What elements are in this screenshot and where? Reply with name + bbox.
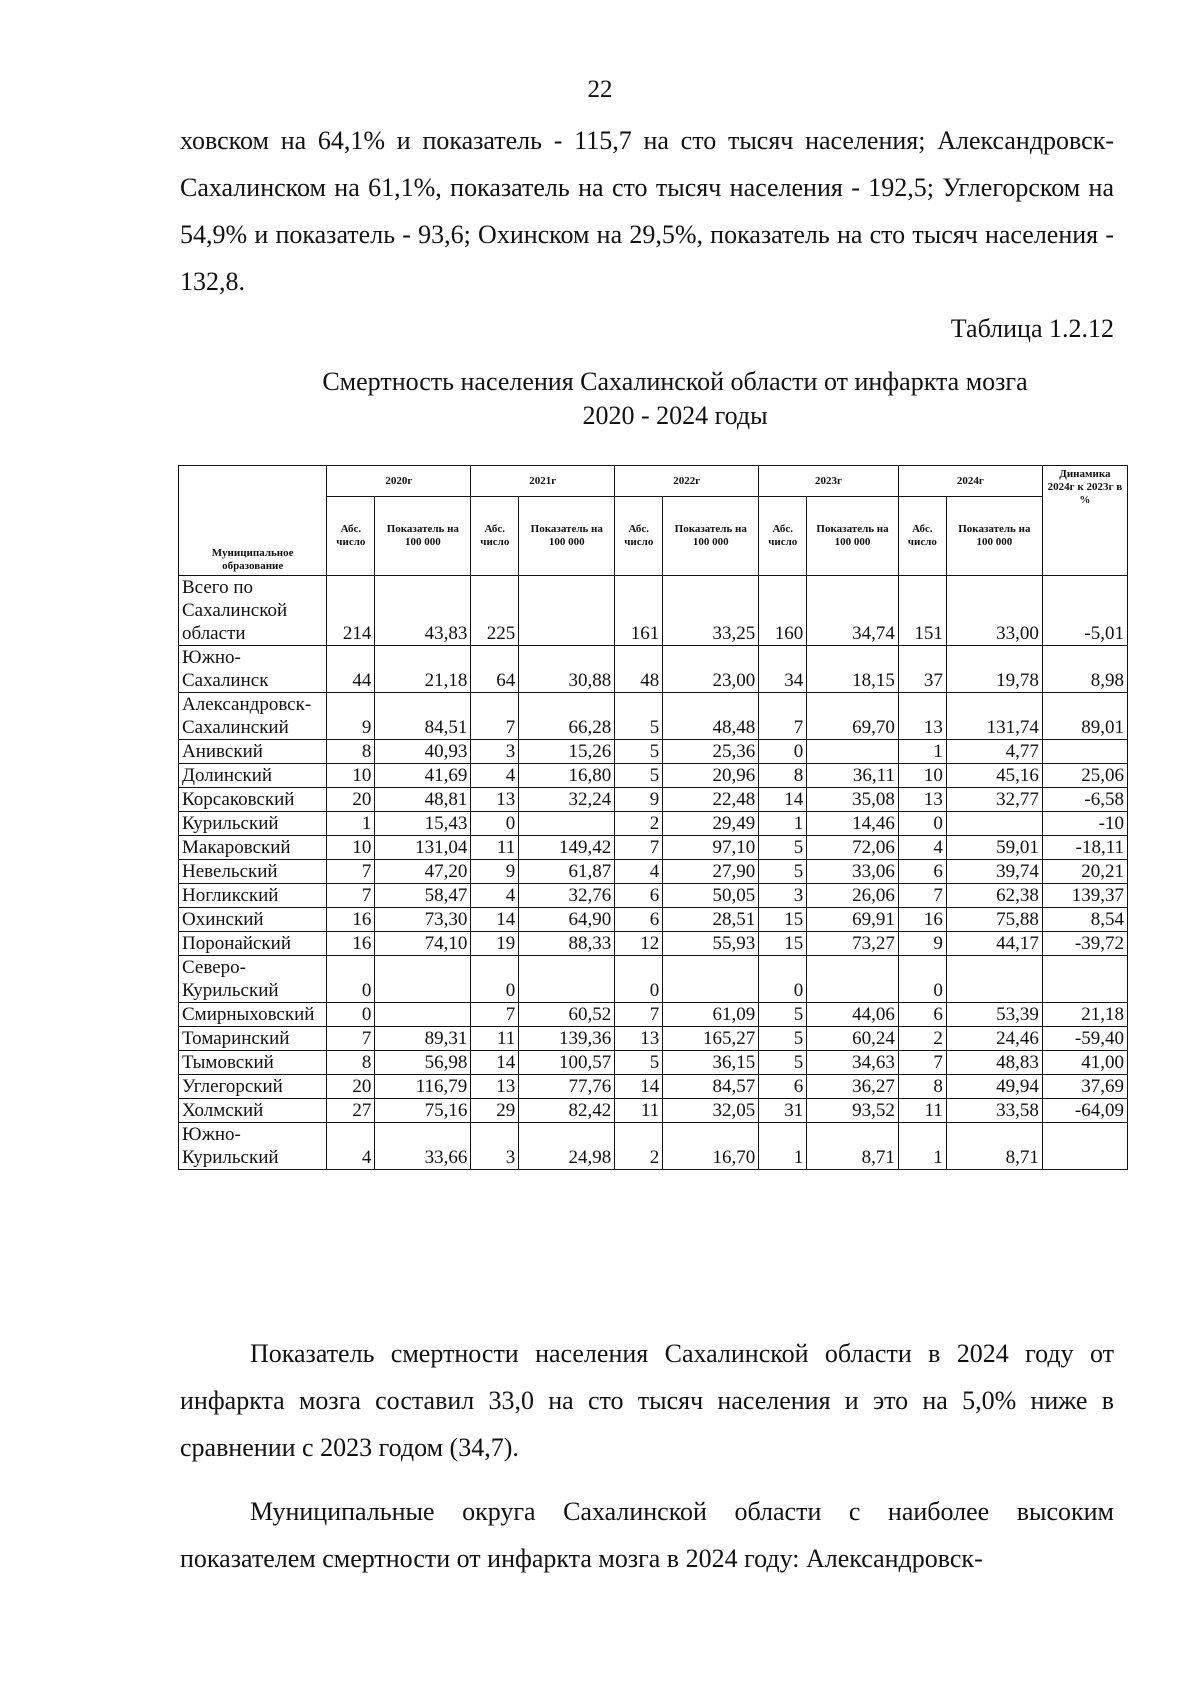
cell-abs-2023: 0	[759, 956, 807, 1003]
cell-rate-2023: 26,06	[807, 884, 899, 908]
table-title	[180, 365, 1170, 433]
table-row	[179, 1099, 1128, 1123]
cell-rate-2020: 41,69	[375, 764, 471, 788]
cell-rate-2022: 36,15	[663, 1051, 759, 1075]
cell-rate-2021: 32,24	[519, 788, 615, 812]
cell-abs-2021: 11	[471, 836, 519, 860]
cell-rate-2024: 8,71	[946, 1123, 1042, 1170]
cell-abs-2024: 10	[898, 764, 946, 788]
cell-rate-2021: 61,87	[519, 860, 615, 884]
cell-abs-2021: 4	[471, 764, 519, 788]
cell-rate-2022: 33,25	[663, 576, 759, 646]
cell-rate-2022: 16,70	[663, 1123, 759, 1170]
cell-abs-2024: 7	[898, 1051, 946, 1075]
cell-rate-2024: 53,39	[946, 1003, 1042, 1027]
table-row	[179, 740, 1128, 764]
cell-rate-2024: 75,88	[946, 908, 1042, 932]
cell-rate-2024: 49,94	[946, 1075, 1042, 1099]
paragraph-highest: Муниципальные округа Сахалинской области с наиболее высоким показателем смертности от инфаркта мозга в 2024 году: Александровск-	[180, 1497, 1114, 1573]
cell-dynamics: -6,58	[1042, 788, 1127, 812]
cell-abs-2020: 214	[327, 576, 375, 646]
cell-abs-2020: 16	[327, 932, 375, 956]
cell-abs-2024: 9	[898, 932, 946, 956]
header-abs: Абс. число	[327, 497, 375, 576]
cell-rate-2021	[519, 956, 615, 1003]
cell-rate-2022: 165,27	[663, 1027, 759, 1051]
cell-rate-2023: 8,71	[807, 1123, 899, 1170]
cell-abs-2020: 1	[327, 812, 375, 836]
cell-rate-2020: 40,93	[375, 740, 471, 764]
table-row	[179, 1075, 1128, 1099]
municipality-name: Долинский	[179, 764, 327, 788]
cell-rate-2023: 69,91	[807, 908, 899, 932]
cell-rate-2020: 131,04	[375, 836, 471, 860]
cell-abs-2021: 4	[471, 884, 519, 908]
cell-dynamics: 41,00	[1042, 1051, 1127, 1075]
cell-abs-2022: 5	[615, 1051, 663, 1075]
cell-dynamics: 21,18	[1042, 1003, 1127, 1027]
cell-abs-2020: 0	[327, 1003, 375, 1027]
cell-abs-2024: 7	[898, 884, 946, 908]
cell-abs-2020: 10	[327, 836, 375, 860]
cell-abs-2022: 2	[615, 812, 663, 836]
table-row	[179, 884, 1128, 908]
cell-abs-2021: 14	[471, 1051, 519, 1075]
cell-rate-2024: 33,58	[946, 1099, 1042, 1123]
cell-rate-2021: 77,76	[519, 1075, 615, 1099]
header-rate: Показатель на 100 000	[807, 497, 899, 576]
cell-rate-2023: 14,46	[807, 812, 899, 836]
header-dynamics: Динамика 2024г к 2023г в %	[1042, 466, 1127, 576]
header-year-2020: 2020г	[327, 466, 471, 497]
cell-rate-2021: 88,33	[519, 932, 615, 956]
table-row	[179, 788, 1128, 812]
table-title-line-1: Смертность населения Сахалинской области от инфаркта мозга	[322, 367, 1028, 396]
cell-abs-2024: 4	[898, 836, 946, 860]
cell-abs-2021: 9	[471, 860, 519, 884]
cell-abs-2022: 9	[615, 788, 663, 812]
cell-abs-2022: 7	[615, 836, 663, 860]
cell-rate-2023	[807, 956, 899, 1003]
municipality-name: Охинский	[179, 908, 327, 932]
cell-rate-2024: 4,77	[946, 740, 1042, 764]
cell-rate-2022: 50,05	[663, 884, 759, 908]
cell-abs-2022: 13	[615, 1027, 663, 1051]
table-row	[179, 932, 1128, 956]
table-row	[179, 956, 1128, 1003]
cell-rate-2023: 36,11	[807, 764, 899, 788]
cell-rate-2024: 131,74	[946, 693, 1042, 740]
cell-abs-2022: 48	[615, 646, 663, 693]
table-row	[179, 693, 1128, 740]
header-rate: Показатель на 100 000	[375, 497, 471, 576]
cell-abs-2022: 161	[615, 576, 663, 646]
header-abs: Абс. число	[615, 497, 663, 576]
cell-rate-2020: 75,16	[375, 1099, 471, 1123]
cell-rate-2024	[946, 956, 1042, 1003]
cell-rate-2021: 149,42	[519, 836, 615, 860]
cell-dynamics	[1042, 956, 1127, 1003]
cell-abs-2021: 14	[471, 908, 519, 932]
cell-rate-2022: 84,57	[663, 1075, 759, 1099]
cell-rate-2022: 55,93	[663, 932, 759, 956]
cell-rate-2021: 30,88	[519, 646, 615, 693]
cell-abs-2024: 6	[898, 1003, 946, 1027]
cell-rate-2020: 15,43	[375, 812, 471, 836]
municipality-name: Александровск-Сахалинский	[179, 693, 327, 740]
cell-abs-2023: 6	[759, 1075, 807, 1099]
municipality-name: Холмский	[179, 1099, 327, 1123]
cell-abs-2021: 13	[471, 788, 519, 812]
cell-rate-2022: 23,00	[663, 646, 759, 693]
cell-rate-2021: 32,76	[519, 884, 615, 908]
cell-abs-2021: 0	[471, 956, 519, 1003]
header-year-2023: 2023г	[759, 466, 899, 497]
cell-rate-2023: 36,27	[807, 1075, 899, 1099]
cell-abs-2020: 44	[327, 646, 375, 693]
cell-abs-2024: 1	[898, 1123, 946, 1170]
cell-rate-2022: 27,90	[663, 860, 759, 884]
cell-rate-2021: 64,90	[519, 908, 615, 932]
cell-rate-2020: 74,10	[375, 932, 471, 956]
cell-rate-2022: 25,36	[663, 740, 759, 764]
cell-dynamics: 37,69	[1042, 1075, 1127, 1099]
cell-abs-2023: 8	[759, 764, 807, 788]
header-year-2021: 2021г	[471, 466, 615, 497]
cell-abs-2020: 27	[327, 1099, 375, 1123]
cell-abs-2022: 6	[615, 884, 663, 908]
cell-rate-2020: 89,31	[375, 1027, 471, 1051]
cell-dynamics: -18,11	[1042, 836, 1127, 860]
table-header-years	[179, 466, 1128, 497]
cell-rate-2023: 72,06	[807, 836, 899, 860]
cell-rate-2020: 33,66	[375, 1123, 471, 1170]
paragraph-summary: Показатель смертности населения Сахалинской области в 2024 году от инфаркта мозга составил 33,0 на сто тысяч населения и это на 5,0% ниже в сравнении с 2023 годом (34,7).	[180, 1339, 1114, 1462]
municipality-name: Южно-Сахалинск	[179, 646, 327, 693]
cell-rate-2020: 84,51	[375, 693, 471, 740]
header-rate: Показатель на 100 000	[519, 497, 615, 576]
cell-rate-2023: 18,15	[807, 646, 899, 693]
cell-abs-2023: 5	[759, 1051, 807, 1075]
cell-rate-2021: 100,57	[519, 1051, 615, 1075]
paragraph-intro: ховском на 64,1% и показатель - 115,7 на сто тысяч населения; Александровск-Сахалинском на 61,1%, показатель на сто тысяч населения - 192,5; Углегорском на 54,9% и показатель - 93,6; Охинском на 29,5%, показатель на сто тысяч населения - 132,8.	[180, 126, 1114, 296]
municipality-name: Всего по Сахалинской области	[179, 576, 327, 646]
cell-rate-2024: 19,78	[946, 646, 1042, 693]
cell-abs-2022: 2	[615, 1123, 663, 1170]
table-label: Таблица 1.2.12	[950, 314, 1114, 343]
cell-rate-2020	[375, 1003, 471, 1027]
cell-abs-2020: 7	[327, 860, 375, 884]
cell-abs-2021: 7	[471, 693, 519, 740]
cell-rate-2022: 61,09	[663, 1003, 759, 1027]
header-year-2022: 2022г	[615, 466, 759, 497]
cell-abs-2023: 7	[759, 693, 807, 740]
cell-abs-2022: 0	[615, 956, 663, 1003]
cell-abs-2022: 4	[615, 860, 663, 884]
cell-rate-2021	[519, 812, 615, 836]
cell-abs-2020: 8	[327, 740, 375, 764]
cell-abs-2020: 20	[327, 1075, 375, 1099]
cell-abs-2022: 14	[615, 1075, 663, 1099]
cell-abs-2021: 3	[471, 1123, 519, 1170]
cell-abs-2023: 5	[759, 1003, 807, 1027]
cell-rate-2023: 93,52	[807, 1099, 899, 1123]
municipality-name: Невельский	[179, 860, 327, 884]
header-abs: Абс. число	[471, 497, 519, 576]
municipality-name: Макаровский	[179, 836, 327, 860]
header-year-2024: 2024г	[898, 466, 1042, 497]
cell-rate-2024: 44,17	[946, 932, 1042, 956]
cell-abs-2023: 1	[759, 1123, 807, 1170]
cell-rate-2022: 29,49	[663, 812, 759, 836]
cell-abs-2024: 1	[898, 740, 946, 764]
mortality-table	[178, 465, 1128, 1170]
cell-abs-2024: 8	[898, 1075, 946, 1099]
cell-rate-2022: 22,48	[663, 788, 759, 812]
cell-rate-2023: 60,24	[807, 1027, 899, 1051]
cell-abs-2020: 10	[327, 764, 375, 788]
cell-rate-2022: 20,96	[663, 764, 759, 788]
cell-abs-2022: 5	[615, 764, 663, 788]
cell-dynamics: 139,37	[1042, 884, 1127, 908]
cell-rate-2024: 39,74	[946, 860, 1042, 884]
cell-dynamics	[1042, 740, 1127, 764]
cell-dynamics: -10	[1042, 812, 1127, 836]
cell-abs-2022: 12	[615, 932, 663, 956]
municipality-name: Ногликский	[179, 884, 327, 908]
cell-rate-2023: 33,06	[807, 860, 899, 884]
table-row	[179, 1123, 1128, 1170]
cell-abs-2023: 34	[759, 646, 807, 693]
cell-dynamics: 8,54	[1042, 908, 1127, 932]
table-row	[179, 812, 1128, 836]
cell-dynamics: 20,21	[1042, 860, 1127, 884]
cell-rate-2023: 34,63	[807, 1051, 899, 1075]
cell-abs-2024: 2	[898, 1027, 946, 1051]
cell-rate-2020: 58,47	[375, 884, 471, 908]
cell-rate-2020: 43,83	[375, 576, 471, 646]
cell-rate-2021: 15,26	[519, 740, 615, 764]
cell-abs-2023: 1	[759, 812, 807, 836]
municipality-name: Корсаковский	[179, 788, 327, 812]
cell-abs-2023: 160	[759, 576, 807, 646]
cell-abs-2024: 151	[898, 576, 946, 646]
cell-abs-2024: 13	[898, 693, 946, 740]
cell-rate-2021: 139,36	[519, 1027, 615, 1051]
cell-rate-2022: 32,05	[663, 1099, 759, 1123]
table-row	[179, 1051, 1128, 1075]
cell-abs-2024: 6	[898, 860, 946, 884]
cell-abs-2020: 0	[327, 956, 375, 1003]
cell-abs-2021: 7	[471, 1003, 519, 1027]
cell-rate-2023: 69,70	[807, 693, 899, 740]
cell-rate-2024: 24,46	[946, 1027, 1042, 1051]
cell-rate-2020	[375, 956, 471, 1003]
header-abs: Абс. число	[759, 497, 807, 576]
cell-abs-2023: 5	[759, 836, 807, 860]
cell-rate-2024: 59,01	[946, 836, 1042, 860]
cell-rate-2021	[519, 576, 615, 646]
cell-rate-2023	[807, 740, 899, 764]
cell-rate-2021: 82,42	[519, 1099, 615, 1123]
page-number: 22	[587, 76, 613, 103]
municipality-name: Смирныховский	[179, 1003, 327, 1027]
cell-rate-2022: 48,48	[663, 693, 759, 740]
cell-rate-2020: 73,30	[375, 908, 471, 932]
cell-abs-2021: 13	[471, 1075, 519, 1099]
cell-abs-2023: 31	[759, 1099, 807, 1123]
cell-abs-2023: 0	[759, 740, 807, 764]
cell-abs-2022: 5	[615, 693, 663, 740]
cell-abs-2024: 0	[898, 812, 946, 836]
cell-abs-2023: 14	[759, 788, 807, 812]
cell-abs-2021: 0	[471, 812, 519, 836]
header-abs: Абс. число	[898, 497, 946, 576]
cell-rate-2024: 32,77	[946, 788, 1042, 812]
cell-rate-2020: 48,81	[375, 788, 471, 812]
table-row	[179, 908, 1128, 932]
cell-abs-2024: 11	[898, 1099, 946, 1123]
cell-rate-2021: 60,52	[519, 1003, 615, 1027]
cell-rate-2023: 34,74	[807, 576, 899, 646]
cell-abs-2023: 15	[759, 908, 807, 932]
cell-abs-2023: 3	[759, 884, 807, 908]
table-body	[179, 576, 1128, 1170]
cell-abs-2024: 16	[898, 908, 946, 932]
cell-abs-2022: 11	[615, 1099, 663, 1123]
cell-abs-2020: 9	[327, 693, 375, 740]
table-row	[179, 576, 1128, 646]
cell-abs-2023: 5	[759, 1027, 807, 1051]
cell-rate-2020: 116,79	[375, 1075, 471, 1099]
cell-abs-2020: 8	[327, 1051, 375, 1075]
cell-abs-2021: 64	[471, 646, 519, 693]
cell-abs-2024: 37	[898, 646, 946, 693]
cell-abs-2021: 225	[471, 576, 519, 646]
cell-abs-2021: 3	[471, 740, 519, 764]
cell-rate-2022	[663, 956, 759, 1003]
cell-abs-2020: 16	[327, 908, 375, 932]
cell-rate-2022: 28,51	[663, 908, 759, 932]
cell-rate-2020: 47,20	[375, 860, 471, 884]
municipality-name: Южно-Курильский	[179, 1123, 327, 1170]
cell-abs-2023: 5	[759, 860, 807, 884]
cell-dynamics: -39,72	[1042, 932, 1127, 956]
cell-rate-2024	[946, 812, 1042, 836]
cell-rate-2020: 21,18	[375, 646, 471, 693]
cell-abs-2022: 5	[615, 740, 663, 764]
municipality-name: Поронайский	[179, 932, 327, 956]
cell-abs-2021: 11	[471, 1027, 519, 1051]
table-row	[179, 836, 1128, 860]
cell-dynamics: 89,01	[1042, 693, 1127, 740]
cell-rate-2021: 24,98	[519, 1123, 615, 1170]
cell-rate-2023: 35,08	[807, 788, 899, 812]
table-row	[179, 1027, 1128, 1051]
cell-abs-2020: 20	[327, 788, 375, 812]
cell-rate-2022: 97,10	[663, 836, 759, 860]
table-title-line-2: 2020 - 2024 годы	[582, 401, 768, 430]
cell-abs-2020: 7	[327, 1027, 375, 1051]
cell-abs-2021: 29	[471, 1099, 519, 1123]
cell-dynamics: -5,01	[1042, 576, 1127, 646]
cell-rate-2024: 62,38	[946, 884, 1042, 908]
cell-abs-2022: 6	[615, 908, 663, 932]
cell-dynamics: 25,06	[1042, 764, 1127, 788]
cell-dynamics	[1042, 1123, 1127, 1170]
cell-rate-2023: 44,06	[807, 1003, 899, 1027]
cell-rate-2024: 48,83	[946, 1051, 1042, 1075]
cell-rate-2021: 16,80	[519, 764, 615, 788]
header-municipality: Муниципальное образование	[179, 466, 327, 576]
cell-abs-2020: 7	[327, 884, 375, 908]
table-row	[179, 1003, 1128, 1027]
municipality-name: Томаринский	[179, 1027, 327, 1051]
cell-dynamics: -59,40	[1042, 1027, 1127, 1051]
municipality-name: Углегорский	[179, 1075, 327, 1099]
cell-dynamics: 8,98	[1042, 646, 1127, 693]
cell-rate-2020: 56,98	[375, 1051, 471, 1075]
table-row	[179, 764, 1128, 788]
cell-rate-2024: 33,00	[946, 576, 1042, 646]
cell-abs-2023: 15	[759, 932, 807, 956]
municipality-name: Тымовский	[179, 1051, 327, 1075]
municipality-name: Курильский	[179, 812, 327, 836]
cell-rate-2024: 45,16	[946, 764, 1042, 788]
header-rate: Показатель на 100 000	[663, 497, 759, 576]
municipality-name: Анивский	[179, 740, 327, 764]
cell-abs-2024: 0	[898, 956, 946, 1003]
cell-rate-2021: 66,28	[519, 693, 615, 740]
table-row	[179, 860, 1128, 884]
table-row	[179, 646, 1128, 693]
cell-abs-2021: 19	[471, 932, 519, 956]
cell-rate-2023: 73,27	[807, 932, 899, 956]
cell-abs-2022: 7	[615, 1003, 663, 1027]
cell-dynamics: -64,09	[1042, 1099, 1127, 1123]
municipality-name: Северо-Курильский	[179, 956, 327, 1003]
cell-abs-2024: 13	[898, 788, 946, 812]
header-rate: Показатель на 100 000	[946, 497, 1042, 576]
cell-abs-2020: 4	[327, 1123, 375, 1170]
